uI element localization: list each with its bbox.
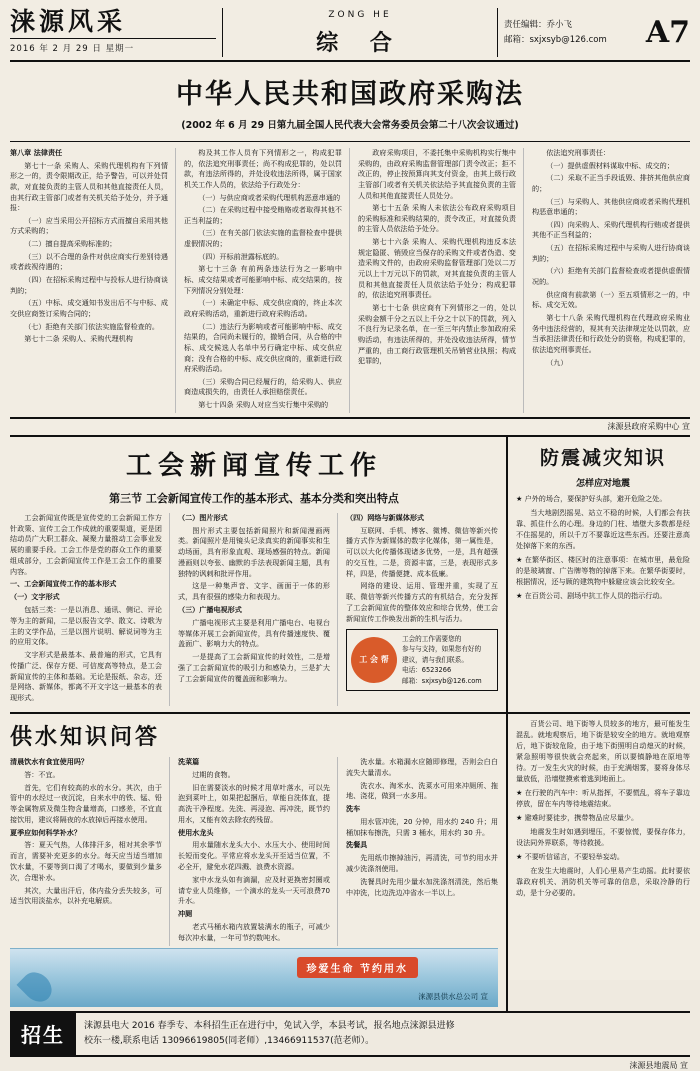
paragraph-heading: 清晨饮水有食宜使用吗？ bbox=[10, 757, 89, 767]
paragraph: 第七十八条 采购代理机构在代理政府采购业务中违法经营的，视其有关法律规定处以罚款，应当承担法律责任和行政处分的资格，构成犯罪的，依法追究刑事责任。 bbox=[532, 312, 690, 354]
paragraph: 当大地剧烈摇晃、站立不稳的时候，人们都会有扶靠、抓住什么的心理。身边的门柱、墙壁大多数都是经不住摇晃的，所以千万不要靠近这些东西。还要注意高处掉落下来的东西。 bbox=[516, 507, 690, 550]
paragraph: 第七十六条 采购人、采购代理机构违反本法规定隐匿、销毁应当保存的采购文件或者伪造、变造采购文件的，由政府采购监督管理部门处以二万元以上十万元以下的罚款，对其直接负责的主管人员和其他直接责任人员依法给予处分；构成犯罪的，依法追究刑事责任。 bbox=[358, 237, 516, 300]
paragraph-heading: 洗车 bbox=[346, 804, 361, 814]
paragraph: （三）在有关部门依法实施的监督检查中提供虚假情况的； bbox=[184, 228, 342, 249]
paragraph: ★ 在行驶的汽车中：听从指挥，不要慌乱，将车子靠边停放，留在车内等待地震结束。 bbox=[516, 787, 690, 808]
paragraph: 答：不宜。 bbox=[24, 769, 60, 779]
paragraph: （四）向采购人、采购代理机构行贿或者提供其他不正当利益的； bbox=[532, 219, 690, 240]
paragraph: （二）擅自提高采购标准的； bbox=[24, 239, 117, 249]
paragraph: 首先，它们有较高的水的水分。其次，由于管中的水经过一夜沉淀，自来水中的铁、锰、铅等金属物质及微生物含量增高，口感差，不宜直接饮用，建议将隔夜的水放掉后再接水使用。 bbox=[10, 782, 162, 824]
ad-line-2: 参与与支持，如果您有好的 bbox=[402, 645, 482, 654]
paragraph: 洗衣水、淘米水、洗菜水可用来冲厕所、拖地、浇花，做到一水多用。 bbox=[346, 780, 498, 801]
paragraph: （四）开标前泄露标底的。 bbox=[198, 251, 284, 261]
section-name-en: ZONG HE bbox=[328, 10, 392, 20]
ad-line-3: 建议，请与我们联系。 bbox=[402, 655, 468, 664]
paragraph: 图片形式主要包括新闻照片和新闻漫画两类。新闻照片是用镜头记录真实的新闻事实和生动场面，具有形象直观、现场感强的特点。新闻漫画则以夸张、幽默的手法表现新闻主题，具有独特的讽刺和批评作用。 bbox=[178, 525, 330, 578]
editor-label: 责任编辑：乔小飞 bbox=[504, 20, 573, 31]
paragraph-heading: （四）网络与新媒体形式 bbox=[346, 512, 425, 522]
paragraph: （一）应当采用公开招标方式而擅自采用其他方式采购的； bbox=[10, 215, 168, 236]
paragraph: （二）违法行为影响或者可能影响中标、成交结果的，合同尚未履行的，撤销合同，从合格的中标、成交候选人名单中另行确定中标、成交供应商；没有合格的中标、成交供应商的，重新进行政府采购活动。 bbox=[184, 321, 342, 374]
paragraph: 第七十七条 供应商有下列情形之一的，处以采购金额千分之五以上千分之十以下的罚款，列入不良行为记录名单，在一至三年内禁止参加政府采购活动，有违法所得的，并处没收违法所得，情节严重的，由工商行政管理机关吊销营业执照；构成犯罪的， bbox=[358, 302, 516, 366]
publication-date: 2016 年 2 月 29 日 星期一 bbox=[10, 43, 135, 54]
paragraph: （五）中标、成交通知书发出后不与中标、成交供应商签订采购合同的； bbox=[10, 298, 168, 318]
page-inner bbox=[10, 7, 690, 1071]
water-company-signature: 涞源县供水总公司 宣 bbox=[418, 991, 488, 1001]
paragraph: 洗餐具时先用少量水加洗涤剂清洗，然后集中冲洗，比边洗边冲省水一半以上。 bbox=[346, 876, 498, 897]
paragraph: 工会新闻宣传既是宣传党的工会新闻工作方针政策、宣传工会工作成就的重要渠道，更是团结动员广大职工群众、凝聚力量推动工会事业发展的重要手段。工会工作是党的群众工作的重要组成部分，工会新闻宣传工作是工会工作的重要内容。 bbox=[10, 512, 162, 576]
law-signature-row bbox=[10, 419, 690, 437]
paragraph: 政府采购项目，不委托集中采购机构实行集中采购的，由政府采购监督管理部门责令改正；拒不改正的，停止按预算向其支付资金，由其上级行政主管部门或者有关机关依法给予其直接负责的主管人员和其他直接责任人员处分。 bbox=[358, 148, 516, 200]
masthead-contact bbox=[504, 18, 640, 47]
text-column bbox=[346, 513, 498, 706]
paragraph: （三）以不合理的条件对供应商实行差别待遇或者歧视待遇的； bbox=[10, 251, 168, 272]
paragraph-heading: （一）文字形式 bbox=[10, 592, 60, 602]
paragraph: 答：夏天气热，人体排汗多，相对其余季节而言，需要补充更多的水分。每天应当适当增加饮水量，不要等到口渴了才喝水，要做到少量多次，合理补水。 bbox=[10, 840, 162, 882]
recruit-ad bbox=[10, 1013, 690, 1058]
paragraph: 过期的食物。 bbox=[192, 769, 235, 779]
paragraph: 供应商有前款第（一）至五项情形之一的，中标、成交无效。 bbox=[532, 289, 690, 310]
water-drop-icon bbox=[16, 966, 57, 1007]
paragraph: ★ 在繁华街区、楼区时的注意事项：在城市里，最危险的是玻璃窗、广告牌等物的掉落下来。在繁华街要时，根据情况，还与顾的建筑物中躲避应该会比较安全。 bbox=[516, 554, 690, 586]
water-footer-banner bbox=[10, 948, 498, 1007]
middle-section bbox=[10, 437, 690, 714]
paragraph: 依法追究刑事责任： bbox=[546, 148, 611, 157]
paragraph: 百货公司、地下街等人员较多的地方，最可能发生混乱。就地观察后，地下街是较安全的地方。就地观察后，地下街较危险，由于地下街照明自动熄灭的时候，紧急照明等很快就会亮起来，所以要镇静地在原地等待。万一发生火灾的时候，由于充满烟雾，要将身体尽量放低，沿墙壁摸索着逃到地面上。 bbox=[516, 719, 690, 783]
paragraph: （一）与供应商或者采购代理机构恶意串通的 bbox=[198, 192, 341, 202]
recruit-body bbox=[76, 1013, 690, 1056]
page-number: A7 bbox=[645, 15, 690, 50]
recruit-tag: 招生 bbox=[10, 1013, 76, 1056]
text-column bbox=[10, 513, 170, 706]
text-column bbox=[358, 148, 524, 413]
paragraph-heading: 使用水龙头 bbox=[178, 827, 214, 837]
paragraph: ★ 户外的场合，要保护好头部，避开危险之处。 bbox=[516, 493, 667, 503]
paragraph: 洗水量。水箱漏水应随即修理，否则会白白流失大量清水。 bbox=[346, 757, 498, 777]
paragraph-heading: （三）广播电视形式 bbox=[178, 604, 242, 614]
text-column bbox=[184, 148, 350, 413]
paragraph: 第七十五条 采购人未依法公布政府采购项目的采购标准和采购结果的，责令改正，对直接负责的主管人员依法给予处分。 bbox=[358, 203, 516, 234]
paragraph: （七）拒绝有关部门依法实施监督检查的。 bbox=[24, 321, 159, 331]
paragraph: （二）在采购过程中接受贿赂或者取得其他不正当利益的； bbox=[184, 205, 342, 225]
quake-body bbox=[516, 494, 690, 602]
quake-article bbox=[508, 437, 690, 712]
paragraph: （五）在招标采购过程中与采购人进行协商谈判的； bbox=[532, 243, 690, 263]
section-name-cn: 综 合 bbox=[316, 30, 404, 56]
paragraph: 构及其工作人员有下列情形之一，构成犯罪的，依法追究刑事责任；尚不构成犯罪的，处以罚款，有违法所得的，并处没收违法所得，属于国家机关工作人员的，依法给予行政处分： bbox=[184, 148, 342, 189]
paragraph: 先用纸巾擦掉油污，再清洗，可节约用水并减少洗涤剂使用。 bbox=[346, 853, 498, 874]
paragraph: 第七十一条 采购人、采购代理机构有下列情形之一的，责令限期改正，给予警告，可以并处罚款，对直接负责的主管人员和其他直接责任人员，由其行政主管部门或者有关机关给予处分，并予通报： bbox=[10, 160, 168, 213]
union-columns bbox=[10, 513, 498, 706]
paragraph: 第七十二条 采购人、采购代理机构 bbox=[24, 334, 133, 344]
paragraph: 地震发生时如遇到埋压，不要惊慌，要保存体力，设法同外界联系，等待救援。 bbox=[516, 826, 690, 847]
masthead-left bbox=[10, 8, 223, 57]
union-contact-ad bbox=[346, 629, 498, 692]
paragraph-heading: 洗菜篇 bbox=[178, 757, 200, 767]
masthead bbox=[10, 8, 690, 62]
recruit-line-1: 涞源县电大 2016 春季专、本科招生正在进行中，免试入学，本县考试，报名地点涞源县进修 bbox=[84, 1020, 455, 1031]
quake-title: 防震减灾知识 bbox=[539, 446, 666, 469]
quake-subtitle: 怎样应对地震 bbox=[575, 478, 630, 489]
paragraph-heading: 一、工会新闻宣传工作的基本形式 bbox=[10, 579, 117, 589]
water-section bbox=[10, 714, 690, 1013]
text-column bbox=[178, 757, 338, 946]
email-label: 邮箱：sxjxsyb@126.com bbox=[504, 34, 607, 45]
paragraph: 其次，大量出汗后，体内盐分丢失较多，可适当饮用淡盐水，以补充电解质。 bbox=[10, 885, 162, 906]
paragraph-heading: 夏季应如何科学补水？ bbox=[10, 827, 81, 837]
paragraph: 这是一种集声音、文字、画面于一体的形式，具有很强的感染力和表现力。 bbox=[178, 581, 330, 602]
paragraph: 互联网、手机、博客、微博、微信等新兴传播方式作为新媒体的数字化媒体，第一属性是，可以以大化传播体现诸多优势，一是，具有超强的交互性，二是，资源丰富，三是，表现形式多样，四是，传播便捷、成本低廉。 bbox=[346, 525, 498, 578]
paragraph: （四）在招标采购过程中与投标人进行协商谈判的； bbox=[10, 275, 168, 295]
law-columns bbox=[10, 142, 690, 419]
paragraph: 第七十四条 采购人对应当实行集中采购的 bbox=[198, 400, 329, 410]
paragraph-heading: 第八章 法律责任 bbox=[10, 148, 63, 157]
law-signature: 涞源县政府采购中心 宣 bbox=[607, 421, 690, 431]
paragraph: （九） bbox=[546, 357, 568, 367]
paragraph: ★ 在百货公司、剧场中抗工作人员的指示行动。 bbox=[516, 590, 667, 600]
paragraph: 包括三类：一是以消息、通讯、侧记、评论等为主的新闻，二是以报告文学、散文、诗歌为主的文学作品，三是以图片说明、解说词等为主的应用文体。 bbox=[10, 604, 162, 647]
paragraph-heading: 洗餐具 bbox=[346, 840, 368, 850]
paragraph: 第七十三条 有前两条违法行为之一影响中标、成交结果或者可能影响中标、成交结果的，按下列情况分别处理： bbox=[184, 264, 342, 295]
paragraph: 一是提高了工会新闻宣传的时效性，二是增强了工会新闻宣传的吸引力和感染力，三是扩大了工会新闻宣传的覆盖面和影响力。 bbox=[178, 652, 330, 683]
paragraph: （六）拒绝有关部门监督检查或者提供虚假情况的。 bbox=[532, 266, 690, 287]
water-title: 供水知识问答 bbox=[10, 724, 161, 751]
text-column bbox=[10, 148, 176, 413]
paragraph: 网络的建设、运用、管理并重，实现了互联、微信等新兴传播方式的有机结合，充分发挥了工会新闻宣传的整体效应和综合优势，使工会新闻宣传工作焕发出新的生机与活力。 bbox=[346, 581, 498, 623]
lead-headline-block bbox=[10, 62, 690, 142]
ad-phone: 电话：6523266 bbox=[402, 666, 452, 675]
text-column bbox=[346, 757, 498, 946]
paragraph: 用水管冲洗，20 分钟，用水约 240 升；用桶加抹布擦洗，只需 3 桶水，用水约 30 升。 bbox=[346, 816, 498, 837]
lead-title: 中华人民共和国政府采购法 bbox=[176, 79, 524, 110]
quake-continued bbox=[508, 714, 690, 1011]
union-ad-text bbox=[402, 634, 482, 687]
union-subtitle: 第三节 工会新闻宣传工作的基本形式、基本分类和突出特点 bbox=[109, 491, 399, 505]
ad-line-1: 工会的工作需要您的 bbox=[402, 634, 462, 643]
union-logo-icon: 工 会 帮 bbox=[351, 637, 397, 683]
paragraph: 广播电视形式主要是利用广播电台、电视台等媒体开展工会新闻宣传，具有传播速度快、覆盖面广、影响力大的特点。 bbox=[178, 617, 330, 649]
paragraph: （二）采取不正当手段诋毁、排挤其他供应商的； bbox=[532, 173, 690, 193]
water-slogan-badge: 珍爱生命 节约用水 bbox=[297, 957, 418, 978]
paragraph: 用水量随水龙头大小、水压大小、使用时间长短而变化。平常应将水龙头开至适当位置，不必全开，避免水花四溅、浪费水资源。 bbox=[178, 840, 330, 872]
ad-email: 邮箱：sxjxsyb@126.com bbox=[402, 676, 482, 685]
text-column bbox=[532, 148, 690, 413]
water-columns bbox=[10, 757, 498, 946]
recruit-line-2: 校东一楼,联系电话 13096619805(同老师）,13466911537(范老师）。 bbox=[84, 1035, 375, 1046]
paragraph: （三）采购合同已经履行的，给采购人、供应商造成损失的，由责任人承担赔偿责任。 bbox=[184, 376, 342, 397]
quake-signature: 涞源县地震局 宣 bbox=[629, 1061, 688, 1071]
paragraph: 老式马桶水箱内放置装满水的瓶子，可减少每次冲水量，一年可节约数吨水。 bbox=[178, 921, 330, 942]
paragraph-heading: （二）图片形式 bbox=[178, 512, 228, 522]
text-column bbox=[178, 513, 338, 706]
paragraph: ★ 不要听信谣言，不要轻举妄动。 bbox=[516, 851, 624, 861]
masthead-center bbox=[223, 8, 497, 57]
paragraph-heading: 冲厕 bbox=[178, 909, 193, 919]
paper-name: 涞源风采 bbox=[10, 8, 216, 39]
water-article bbox=[10, 714, 508, 1011]
paragraph: （三）与采购人、其他供应商或者采购代理机构恶意串通的； bbox=[532, 196, 690, 217]
paragraph: ★ 避难时要徒步，携带物品应尽量少。 bbox=[516, 812, 639, 822]
paragraph: 家中水龙头如有滴漏，应及时更换密封圈或请专业人员维修，一个滴水的龙头一天可浪费70升水。 bbox=[178, 874, 330, 906]
text-column bbox=[10, 757, 170, 946]
lead-subtitle: (2002 年 6 月 29 日第九届全国人民代表大会常务委员会第二十八次会议通过) bbox=[181, 120, 519, 131]
paragraph: （一）未确定中标、成交供应商的，终止本次政府采购活动，重新进行政府采购活动。 bbox=[184, 298, 342, 318]
paragraph: （一）提供虚假材料谋取中标、成交的； bbox=[546, 160, 674, 170]
paragraph: 文字形式是最基本、最普遍的形式，它具有传播广泛、保存方便、可信度高等特点，是工会新闻宣传的主体和基础。无论是报纸、杂志，还是网络、新媒体，都离不开文字这一最基本的表现形式。 bbox=[10, 650, 162, 703]
paragraph: 旧在需要淡水的时候才用草叶落水，可以先泡到菜叶上，如果把起捆后，草能自洗体直，提高洗干净程度。先洗、再浸泡、再冲洗，既节约用水，又能有效去除农药残留。 bbox=[178, 782, 330, 824]
masthead-right bbox=[497, 8, 690, 57]
paragraph: 在发生大地震时，人们心里易产生动摇。此时要依靠政府机关、消防机关等可靠的信息，采取冷静的行动，是十分必要的。 bbox=[516, 865, 690, 897]
union-article bbox=[10, 437, 508, 712]
union-title: 工会新闻宣传工作 bbox=[125, 450, 382, 481]
